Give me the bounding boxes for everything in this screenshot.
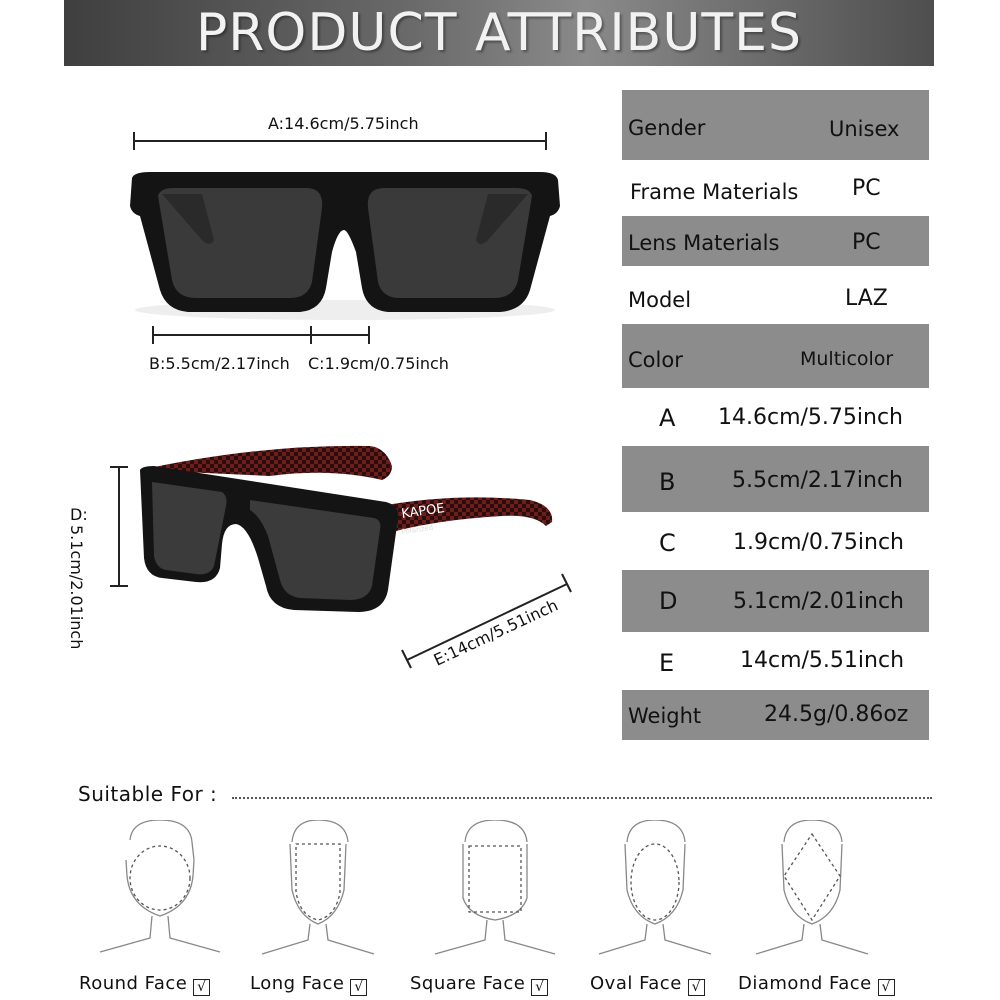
dimension-d-prefix: D: [70,505,88,524]
face-label-oval [590,973,705,996]
spec-label: Color [628,348,683,372]
spec-value: Unisex [829,117,900,141]
spec-label: E [659,649,675,677]
dimension-e [395,570,585,670]
spec-value: 14cm/5.51inch [740,648,905,673]
dimension-a-tick-right [545,132,547,150]
dimension-a-label: A:14.6cm/5.75inch [268,114,419,133]
spec-label: D [659,587,678,615]
spec-row-e [622,632,929,690]
spec-row-gender [622,90,929,160]
spec-row-frame-materials [622,160,929,216]
spec-value: PC [852,230,881,255]
face-shapes-row [0,820,1000,960]
spec-row-lens-materials [622,216,929,266]
spec-label: Model [628,288,692,312]
spec-value: 14.6cm/5.75inch [718,405,904,430]
spec-value: 5.1cm/2.01inch [733,589,905,614]
spec-row-model [622,266,929,324]
face-label-long [250,973,367,996]
diamond-face-illustration [756,820,868,954]
dimension-d-label [67,525,86,649]
spec-row-b [622,446,929,512]
spec-label: Gender [628,116,706,140]
spec-row-weight [622,690,929,740]
long-face-illustration [262,820,374,954]
spec-value: 1.9cm/0.75inch [733,530,905,555]
round-face-illustration [100,820,220,952]
spec-row-color [622,324,929,388]
spec-value: 24.5g/0.86oz [764,702,909,727]
face-label-round [79,973,210,996]
spec-label: Lens Materials [628,231,780,255]
spec-value: Multicolor [800,348,894,370]
page-title: PRODUCT ATTRIBUTES [195,3,803,63]
face-label-diamond [738,973,895,996]
spec-label: C [659,529,676,557]
dimension-d-tick-top [110,466,128,468]
dimension-c-label: C:1.9cm/0.75inch [308,354,449,373]
spec-value: LAZ [845,286,888,311]
brand-logo-text: KAPOE [400,501,446,522]
dimension-d-line [118,466,120,586]
header-banner [64,0,934,66]
dimension-e-tick-right [562,574,571,592]
spec-row-d [622,570,929,632]
spec-label: Weight [628,704,702,728]
spec-row-c [622,512,929,570]
polarized-text: Polarized [401,523,434,536]
spec-label: B [659,468,676,496]
square-face-illustration [435,820,555,954]
face-name: Long Face [250,973,345,994]
dimension-e-label: E:14cm/5.51inch [430,595,561,670]
dimension-a-tick-left [133,132,135,150]
dimension-d-value: 5.1cm/2.01inch [67,525,86,650]
spec-row-a [622,388,929,446]
spec-label: Frame Materials [630,180,799,204]
dimension-b-label: B:5.5cm/2.17inch [149,354,290,373]
check-icon: √ [688,979,705,996]
dimension-c-tick-right [368,326,370,344]
dimension-b-tick-left [152,326,154,344]
check-icon: √ [878,979,895,996]
dimension-e-line [407,584,567,660]
face-label-square [410,973,548,996]
spec-label: A [659,404,676,432]
oval-face-illustration [599,820,711,954]
dimension-c-line [310,334,370,336]
spec-value: 5.5cm/2.17inch [732,468,904,493]
dimension-b-line [152,334,310,336]
dimension-a-line [133,140,547,142]
dimension-d-tick-bottom [110,585,128,587]
face-name: Diamond Face [738,973,872,994]
check-icon: √ [531,979,548,996]
dotted-divider [232,797,932,799]
spec-value: PC [852,176,881,201]
front-view-sunglasses [110,160,580,325]
suitable-for-title: Suitable For : [78,782,218,806]
face-name: Square Face [410,973,526,994]
face-name: Oval Face [590,973,682,994]
check-icon: √ [193,979,210,996]
check-icon: √ [350,979,367,996]
face-name: Round Face [79,973,188,994]
